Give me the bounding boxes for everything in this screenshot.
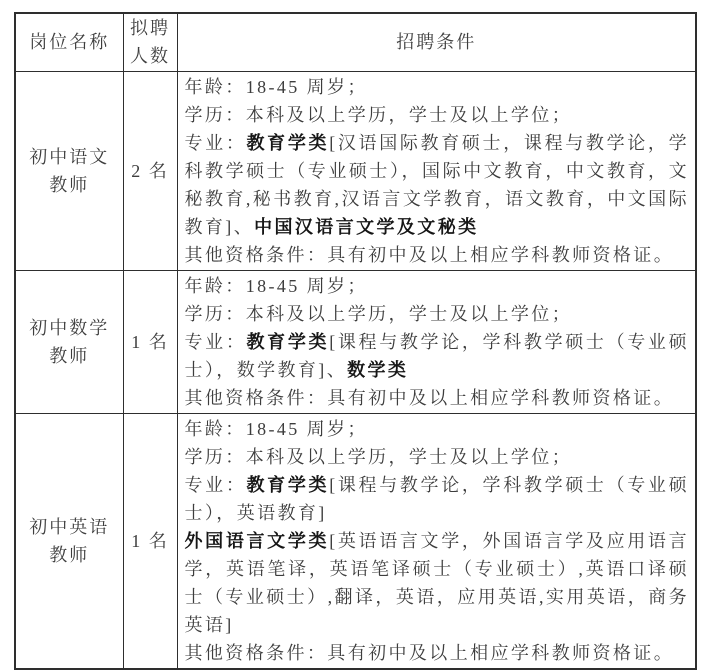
table-row	[15, 71, 696, 270]
condition-line: 其他资格条件：具有初中及以上相应学科教师资格证。	[184, 387, 675, 408]
position-name-cell	[15, 71, 123, 270]
position-name-cell	[15, 413, 123, 669]
header-headcount-line1: 拟聘	[130, 18, 170, 39]
condition-line: 其他资格条件：具有初中及以上相应学科教师资格证。	[184, 642, 675, 663]
condition-line: 年龄：18-45 周岁；	[184, 275, 368, 296]
table-body	[15, 71, 696, 669]
headcount-cell: 1 名	[123, 270, 177, 413]
header-row	[15, 13, 696, 71]
position-name-line: 初中英语	[29, 516, 110, 537]
condition-line: 专业：教育学类[课程与教学论，学科教学硕士（专业硕士），数学教育]、数学类	[184, 331, 689, 380]
condition-line: 其他资格条件：具有初中及以上相应学科教师资格证。	[184, 244, 675, 265]
condition-line: 学历：本科及以上学历，学士及以上学位；	[184, 303, 573, 324]
position-name-line: 初中数学	[29, 317, 110, 338]
header-recruitment-conditions: 招聘条件	[177, 13, 696, 71]
conditions-cell	[177, 270, 696, 413]
recruitment-table	[14, 12, 697, 670]
header-planned-headcount	[123, 13, 177, 71]
header-position-name: 岗位名称	[15, 13, 123, 71]
conditions-cell	[177, 413, 696, 669]
condition-line: 专业：教育学类[课程与教学论，学科教学硕士（专业硕士），英语教育]	[184, 474, 689, 523]
position-name-line: 初中语文	[29, 146, 110, 167]
condition-line: 年龄：18-45 周岁；	[184, 418, 368, 439]
table-row	[15, 413, 696, 669]
condition-line: 外国语言文学类[英语语言文学，外国语言学及应用语言学，英语笔译，英语笔译硕士（专业硕士）,英语口译硕士（专业硕士）,翻译，英语，应用英语,实用英语，商务英语]	[184, 530, 689, 635]
conditions-cell	[177, 71, 696, 270]
headcount-cell: 2 名	[123, 71, 177, 270]
position-name-line: 教师	[49, 174, 90, 195]
condition-line: 专业：教育学类[汉语国际教育硕士，课程与教学论，学科教学硕士（专业硕士），国际中文教育，中文教育，文秘教育,秘书教育,汉语言文学教育，语文教育，中文国际教育]、中国汉语言文学及文秘类	[184, 132, 689, 237]
position-name-line: 教师	[49, 544, 90, 565]
condition-line: 年龄：18-45 周岁；	[184, 76, 368, 97]
condition-line: 学历：本科及以上学历，学士及以上学位；	[184, 446, 573, 467]
condition-line: 学历：本科及以上学历，学士及以上学位；	[184, 104, 573, 125]
header-headcount-line2: 人数	[130, 46, 170, 67]
position-name-line: 教师	[49, 345, 90, 366]
table-row	[15, 270, 696, 413]
headcount-cell: 1 名	[123, 413, 177, 669]
position-name-cell	[15, 270, 123, 413]
